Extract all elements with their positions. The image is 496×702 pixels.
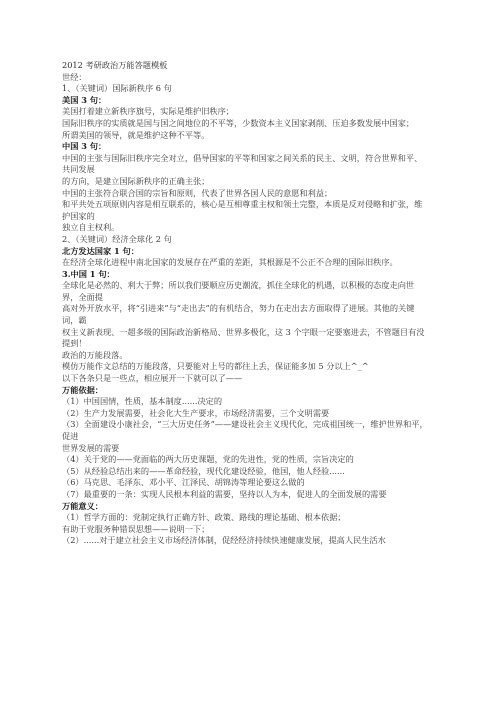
text-line: （7）最重要的一条：实现人民根本利益的需要，坚持以人为本，促进人的全面发展的需要: [62, 488, 387, 499]
text-line: （5）从经验总结出来的——革命经验，现代化建设经验，他国，他人经验......: [62, 465, 345, 476]
text-line: 模仿万能作文总结的万能段落，只要能对上号的都往上丢，保证能多加 5 分以上^_^: [62, 361, 369, 372]
text-line: （6）马克思、毛泽东、邓小平、江泽民、胡锦涛等理论要这么做的: [62, 477, 305, 488]
text-line: 中国的主张与国际旧秩序完全对立，倡导国家的平等和国家之间关系的民主、文明，符合世界和平、共同发展: [62, 152, 423, 175]
document-body: [62, 60, 430, 547]
text-line: （1）中国国情，性质，基本制度......决定的: [62, 396, 223, 407]
text-line: （1）哲学方面的：党制定执行正确方针、政策、路线的理论基础、根本依据；: [62, 512, 346, 523]
text-line: 全球化是必然的、利大于弊；所以我们要顺应历史潮流，抓住全球化的机遇，以积极的态度走向世界，全面提: [62, 280, 415, 302]
text-line: 有助于党服务种错误思想——说明一下；: [62, 523, 210, 534]
text-line: 的方向，是建立国际新秩序的正确主张；: [62, 175, 210, 186]
section-heading: 万能意义：: [62, 500, 103, 511]
text-line: 在经济全球化进程中南北国家的发展存在严重的差距，其根源是不公正不合理的国际旧秩序。: [62, 257, 398, 268]
section-heading: 北方发达国家 1 句：: [62, 245, 139, 256]
section-heading: 万能依据：: [62, 384, 103, 395]
section-heading: 美国 3 句：: [62, 94, 107, 105]
text-line: 独立自主权利。: [62, 222, 120, 233]
text-line: 和平共处五项原则内容是相互联系的，核心是互相尊重主权和领土完整，本质是反对侵略和扩张，维护国家的: [62, 199, 423, 221]
section-heading: 3.中国 1 句：: [62, 268, 115, 279]
text-line: 以下各条只是一些点，相应展开一下就可以了——: [62, 373, 243, 384]
section-heading: 中国 3 句：: [62, 141, 107, 152]
text-line: 1、（关键词）国际新秩序 6 句: [62, 83, 172, 94]
text-line: 国际旧秩序的实质就是国与国之间地位的不平等，少数资本主义国家剥削、压迫多数发展中国家；: [62, 117, 415, 128]
text-line: 高对外开放水平，将“引进来”与“走出去”的有机结合，努力在走出去方面取得了进展。其他的关键词，霸: [62, 303, 415, 326]
text-line: （2）......对于建立社会主义市场经济体制，促经经济持续快速健康发展，提高人民生活水: [62, 535, 386, 546]
text-line: （2）生产力发展需要，社会化大生产要求，市场经济需要，三个文明需要: [62, 407, 330, 418]
text-line: 美国打着建立新秩序旗号，实际是维护旧秩序；: [62, 106, 234, 117]
text-line: 所谓美国的领导，就是维护这种不平等。: [62, 129, 210, 140]
text-line: 政治的万能段落。: [62, 349, 128, 360]
text-line: 中国的主张符合联合国的宗旨和原则，代表了世界各国人民的意愿和利益；: [62, 187, 333, 198]
text-line: （4）关于党的——党面临的两大历史课题，党的先进性，党的性质，宗旨决定的: [62, 454, 354, 465]
text-line: 权主义新表现、一超多级的国际政治新格局、世界多极化，这 3 个字眼一定要塞进去，不管题目有没提到！: [62, 326, 425, 349]
text-line: （3）全面建设小康社会，“三大历史任务”——建设社会主义现代化，完成祖国统一，维护世界和平，促进: [62, 419, 428, 441]
document-title: 2012 考研政治万能答题模板: [62, 60, 168, 70]
text-line: 世经：: [62, 71, 87, 82]
text-line: 世界发展的需要: [62, 442, 120, 453]
text-line: 2、（关键词）经济全球化 2 句: [62, 233, 172, 244]
